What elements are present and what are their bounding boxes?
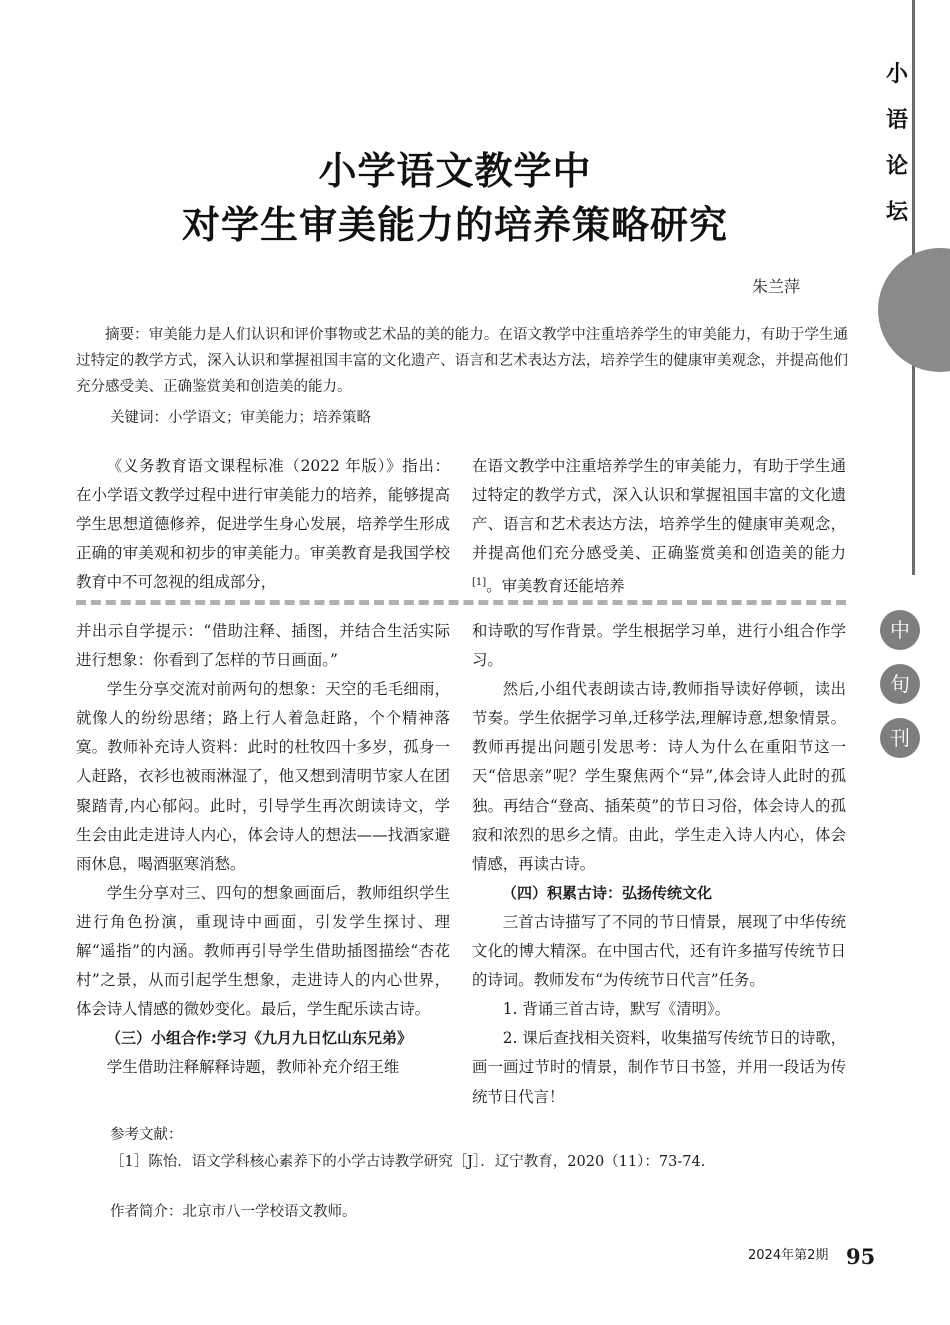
references-heading: 参考文献： xyxy=(110,1127,183,1143)
journal-badge: 刊 xyxy=(880,718,920,758)
paragraph: 然后,小组代表朗读古诗,教师指导读好停顿，读出节奏。学生依据学习单,迁移学法,理解诗意,想象情景。教师再提出问题引发思考：诗人为什么在重阳节这一天“倍思亲”呢？学生聚焦两个“异”,体会诗人此时的孤独。再结合“登高、插茱萸”的节日习俗，体会诗人的孤寂和浓烈的思乡之情。由此，学生走入诗人内心，体会情感，再读古诗。 xyxy=(472,680,846,873)
citation-mark: [1] xyxy=(472,577,487,589)
paragraph: 和诗歌的写作背景。学生根据学习单，进行小组合作学习。 xyxy=(472,622,846,670)
section-heading: （三）小组合作:学习《九月九日忆山东兄弟》 xyxy=(106,1029,413,1048)
column-char: 小 xyxy=(885,62,908,87)
page-number: 95 xyxy=(846,1244,876,1269)
paragraph-tail: 。审美教育还能培养 xyxy=(486,577,625,596)
column-name xyxy=(880,52,914,236)
bottom-left-column xyxy=(76,617,450,1083)
page-title-line1: 小学语文教学中 xyxy=(318,149,592,193)
paragraph: 《义务教育语文课程标准（2022 年版）》指出：在小学语文教学过程中进行审美能力的培养，能够提高学生思想道德修养，促进学生身心发展，培养学生形成正确的审美观和初步的审美能力。审美教育是我国学校教育中不可忽视的组成部分， xyxy=(76,457,450,592)
paragraph xyxy=(472,452,846,602)
reference-item: ［1］陈怡．语文学科核心素养下的小学古诗教学研究［J］．辽宁教育，2020（11）：73-74. xyxy=(110,1154,706,1170)
paragraph: 并出示自学提示：“借助注释、插图，并结合生活实际进行想象：你看到了怎样的节日画面。” xyxy=(76,622,450,670)
abstract-text: 摘要：审美能力是人们认识和评价事物或艺术品的美的能力。在语文教学中注重培养学生的审美能力，有助于学生通过特定的教学方式，深入认识和掌握祖国丰富的文化遗产、语言和艺术表达方法，培养学生的健康审美观念，并提高他们充分感受美、正确鉴赏美和创造美的能力。 xyxy=(76,327,848,395)
author-name: 朱兰萍 xyxy=(752,277,801,296)
abstract xyxy=(76,322,848,400)
journal-badge: 旬 xyxy=(880,664,920,704)
paragraph-text: 在语文教学中注重培养学生的审美能力，有助于学生通过特定的教学方式，深入认识和掌握祖国丰富的文化遗产、语言和艺术表达方法，培养学生的健康审美观念，并提高他们充分感受美、正确鉴赏美和创造美的能力 xyxy=(472,457,846,563)
bottom-right-column xyxy=(472,617,846,1112)
paragraph: 学生分享对三、四句的想象画面后，教师组织学生进行角色扮演，重现诗中画面，引发学生探讨、理解“遥指”的内涵。教师再引导学生借助插图描绘“杏花村”之景，从而引起学生想象，走进诗人的内心世界，体会诗人情感的微妙变化。最后，学生配乐读古诗。 xyxy=(76,883,450,1019)
column-char: 语 xyxy=(885,108,908,133)
page-cut-divider xyxy=(76,600,846,605)
references xyxy=(110,1122,705,1176)
top-right-column xyxy=(472,452,846,602)
top-left-column xyxy=(76,452,450,597)
author-bio: 作者简介：北京市八一学校语文教师。 xyxy=(110,1204,357,1220)
column-char: 论 xyxy=(885,154,908,179)
paragraph: 学生借助注释解释诗题，教师补充介绍王维 xyxy=(106,1058,400,1077)
list-item: 1. 背诵三首古诗，默写《清明》。 xyxy=(502,1000,731,1019)
column-char: 坛 xyxy=(885,200,908,225)
paragraph: 学生分享交流对前两句的想象：天空的毛毛细雨，就像人的纷纷思绪；路上行人着急赶路，个个精神落寞。教师补充诗人资料：此时的杜牧四十多岁，孤身一人赶路，衣衫也被雨淋湿了，他又想到清明节家人在团聚踏青,内心郁闷。此时，引导学生再次朗读诗文，学生会由此走进诗人内心，体会诗人的想法——找酒家避雨休息，喝酒驱寒消愁。 xyxy=(76,680,450,873)
journal-badge: 中 xyxy=(880,610,920,650)
page-title-line2: 对学生审美能力的培养策略研究 xyxy=(181,203,728,247)
section-heading: （四）积累古诗：弘扬传统文化 xyxy=(502,883,713,902)
list-item: 2. 课后查找相关资料，收集描写传统节日的诗歌，画一画过节时的情景，制作节日书签，并用一段话为传统节日代言！ xyxy=(472,1029,846,1106)
issue-label: 2024年第2期 xyxy=(748,1248,829,1263)
paragraph: 三首古诗描写了不同的节日情景，展现了中华传统文化的博大精深。在中国古代，还有许多描写传统节日的诗词。教师发布“为传统节日代言”任务。 xyxy=(472,912,846,990)
keywords: 关键词：小学语文；审美能力；培养策略 xyxy=(110,410,371,426)
side-tab-circle xyxy=(878,248,950,372)
